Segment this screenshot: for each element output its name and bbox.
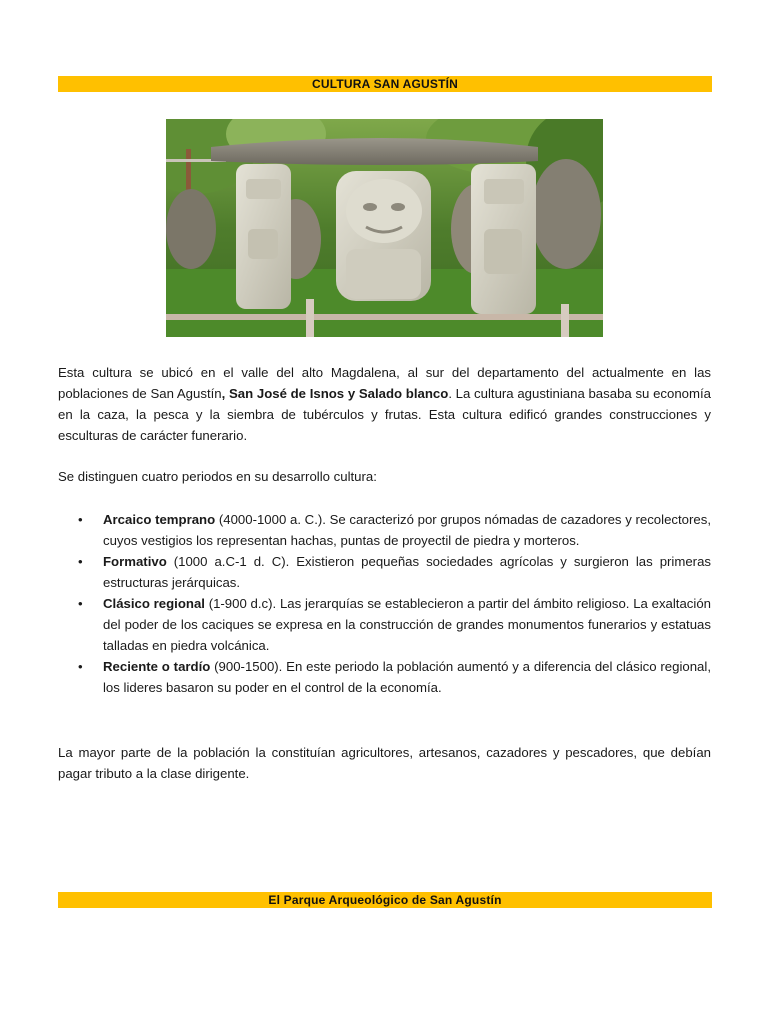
list-item — [58, 656, 711, 698]
period-name: Reciente o tardío — [103, 659, 211, 674]
statues-photo — [166, 119, 603, 337]
period-name: Formativo — [103, 554, 167, 569]
list-item — [58, 509, 711, 551]
closing-paragraph: La mayor parte de la población la constituían agricultores, artesanos, cazadores y pescadores, que debían pagar tributo a la clase dirigente. — [58, 745, 711, 781]
period-name: Arcaico temprano — [103, 512, 216, 527]
intro-paragraph — [58, 362, 711, 446]
period-description: (900-1500). En este periodo la población aumentó y a diferencia del clásico regional, los lideres basaron su poder en el control de la economía. — [103, 659, 711, 695]
bullet-icon: • — [78, 512, 83, 527]
bullet-icon: • — [78, 659, 83, 674]
bullet-icon: • — [78, 554, 83, 569]
periods-list — [58, 509, 711, 698]
periods-intro-text: Se distinguen cuatro periodos en su desarrollo cultura: — [58, 469, 377, 484]
list-item — [58, 551, 711, 593]
list-item — [58, 593, 711, 656]
period-description: (4000-1000 a. C.). Se caracterizó por grupos nómadas de cazadores y recolectores, cuyos vestigios los representan hachas, puntas de proyectil de piedra y morteros. — [103, 512, 711, 548]
period-description: (1-900 d.c). Las jerarquías se establecieron a partir del ámbito religioso. La exaltación del poder de los caciques se expresa en la construcción de grandes monumentos funerarios y estatuas talladas en piedra volcánica. — [103, 596, 711, 653]
park-title-banner: El Parque Arqueológico de San Agustín — [58, 892, 712, 908]
intro-text-end: . La cultura agustiniana basaba su economía en la caza, la pesca y la siembra de tubérculos y frutas. Esta cultura edificó grandes construcciones y esculturas de carácter funerario. — [58, 386, 711, 443]
section-title-banner: CULTURA SAN AGUSTÍN — [58, 76, 712, 92]
period-name: Clásico regional — [103, 596, 205, 611]
bullet-icon: • — [78, 596, 83, 611]
period-description: (1000 a.C-1 d. C). Existieron pequeñas sociedades agrícolas y surgieron las primeras estructuras jerárquicas. — [103, 554, 711, 590]
intro-text-start: Esta cultura se ubicó en el valle del alto Magdalena, al sur del departamento del actualmente en las poblaciones de San Agustín — [58, 365, 711, 401]
intro-highlight: , San José de Isnos y Salado blanco — [221, 386, 449, 401]
